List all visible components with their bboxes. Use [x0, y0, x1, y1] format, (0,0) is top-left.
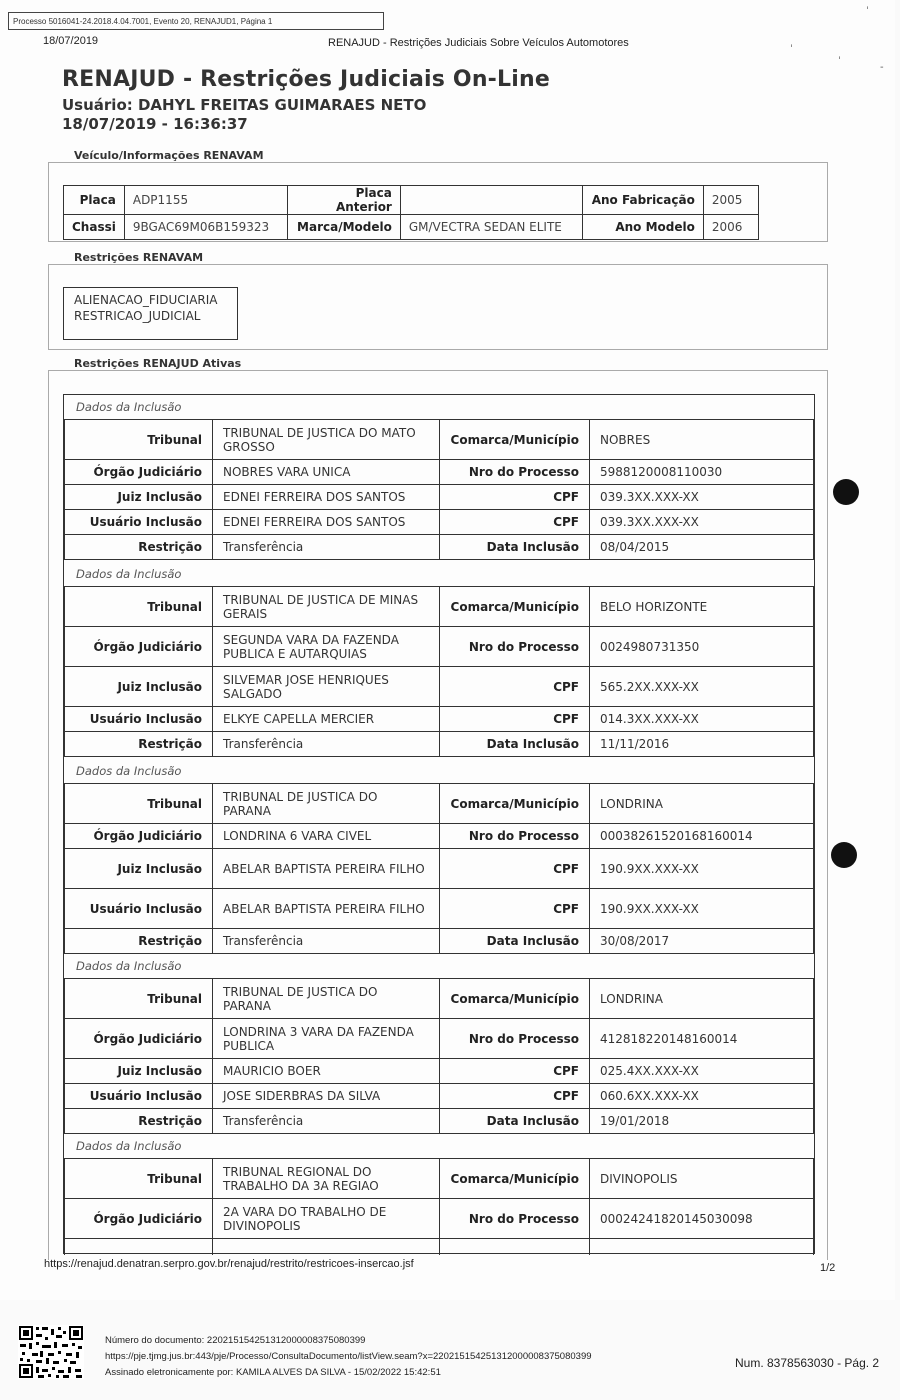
block-title: Dados da Inclusão: [76, 764, 182, 778]
processo-label: Nro do Processo: [440, 627, 590, 667]
orgao-label: Órgão Judiciário: [65, 1019, 213, 1059]
processo-value: 412818220148160014: [590, 1019, 814, 1059]
restriction-record: [64, 783, 814, 954]
cpf-value: 014.3XX.XXX-XX: [590, 707, 814, 732]
usuario-label: Usuário Inclusão: [65, 889, 213, 929]
comarca-value: LONDRINA: [590, 784, 814, 824]
usuario-label: Usuário Inclusão: [65, 707, 213, 732]
cpf-value: 039.3XX.XXX-XX: [590, 510, 814, 535]
block-title: Dados da Inclusão: [76, 1139, 182, 1153]
juiz-label: Juiz Inclusão: [65, 485, 213, 510]
cpf-label: CPF: [440, 1059, 590, 1084]
processo-label: Nro do Processo: [440, 824, 590, 849]
placa-value: ADP1155: [124, 186, 287, 215]
orgao-value: LONDRINA 6 VARA CIVEL: [213, 824, 440, 849]
comarca-value: LONDRINA: [590, 979, 814, 1019]
cpf-value: 190.9XX.XXX-XX: [590, 889, 814, 929]
print-title: RENAJUD - Restrições Judiciais Sobre Veículos Automotores: [328, 37, 629, 49]
tribunal-value: TRIBUNAL DE JUSTICA DO PARANA: [213, 979, 440, 1019]
comarca-label: Comarca/Município: [440, 587, 590, 627]
data-value: 30/08/2017: [590, 929, 814, 954]
restricao-value: Transferência: [213, 929, 440, 954]
cpf-label: CPF: [440, 667, 590, 707]
usuario-label: Usuário Inclusão: [65, 510, 213, 535]
orgao-label: Órgão Judiciário: [65, 1199, 213, 1239]
tribunal-value: TRIBUNAL DE JUSTICA DO PARANA: [213, 784, 440, 824]
processo-label: Nro do Processo: [440, 460, 590, 485]
tribunal-label: Tribunal: [65, 1159, 213, 1199]
usuario-value: ELKYE CAPELLA MERCIER: [213, 707, 440, 732]
data-value: 19/01/2018: [590, 1109, 814, 1134]
marca-modelo-value: GM/VECTRA SEDAN ELITE: [400, 215, 582, 240]
restricao-value: Transferência: [213, 1109, 440, 1134]
renavam-restriction: RESTRICAO_JUDICIAL: [74, 309, 201, 323]
scan-mark: ˈ: [866, 6, 869, 17]
document-url: https://pje.tjmg.jus.br:443/pje/Processo/ConsultaDocumento/listView.seam?x=22021515425131200000837508039​9: [105, 1351, 592, 1362]
restriction-record: [64, 586, 814, 757]
cpf-value: 025.4XX.XXX-XX: [590, 1059, 814, 1084]
restriction-record: [64, 1158, 814, 1255]
data-value: 11/11/2016: [590, 732, 814, 757]
data-value: 08/04/2015: [590, 535, 814, 560]
data-label: Data Inclusão: [440, 732, 590, 757]
renajud-legend: Restrições RENAJUD Ativas: [68, 357, 247, 370]
restricao-value: Transferência: [213, 732, 440, 757]
scan-mark: -: [880, 62, 884, 73]
signature-block: [105, 1333, 592, 1381]
footer-url: https://renajud.denatran.serpro.gov.br/renajud/restrito/restricoes-insercao.jsf: [44, 1258, 414, 1270]
cpf-label: CPF: [440, 1084, 590, 1109]
orgao-label: Órgão Judiciário: [65, 627, 213, 667]
processo-value: 0024980731350: [590, 627, 814, 667]
tribunal-label: Tribunal: [65, 420, 213, 460]
cpf-label: CPF: [440, 889, 590, 929]
tribunal-value: TRIBUNAL REGIONAL DO TRABALHO DA 3A REGIAO: [213, 1159, 440, 1199]
punch-hole: [833, 479, 859, 505]
user-line: Usuário: DAHYL FREITAS GUIMARAES NETO: [62, 96, 427, 114]
comarca-value: BELO HORIZONTE: [590, 587, 814, 627]
block-title: Dados da Inclusão: [76, 567, 182, 581]
orgao-value: LONDRINA 3 VARA DA FAZENDA PUBLICA: [213, 1019, 440, 1059]
qr-code: [18, 1325, 84, 1379]
tribunal-label: Tribunal: [65, 784, 213, 824]
renavam-restriction: ALIENACAO_FIDUCIARIA: [74, 293, 218, 307]
processo-label: Nro do Processo: [440, 1019, 590, 1059]
scan-mark: ˈ: [790, 44, 793, 55]
renajud-records: [63, 394, 815, 1254]
marca-modelo-label: Marca/Modelo: [287, 215, 400, 240]
cpf-value: 060.6XX.XXX-XX: [590, 1084, 814, 1109]
cpf-label: CPF: [440, 849, 590, 889]
usuario-value: ABELAR BAPTISTA PEREIRA FILHO: [213, 889, 440, 929]
orgao-label: Órgão Judiciário: [65, 824, 213, 849]
comarca-label: Comarca/Município: [440, 784, 590, 824]
data-label: Data Inclusão: [440, 1109, 590, 1134]
signed-by: Assinado eletronicamente por: KAMILA ALVES DA SILVA - 15/02/2022 15:42:51: [105, 1367, 441, 1378]
tribunal-value: TRIBUNAL DE JUSTICA DE MINAS GERAIS: [213, 587, 440, 627]
juiz-label: Juiz Inclusão: [65, 667, 213, 707]
usuario-value: JOSE SIDERBRAS DA SILVA: [213, 1084, 440, 1109]
chassi-value: 9BGAC69M06B159323: [124, 215, 287, 240]
restricao-label: Restrição: [65, 929, 213, 954]
placa-label: Placa: [64, 186, 125, 215]
chassi-label: Chassi: [64, 215, 125, 240]
cpf-label: CPF: [440, 707, 590, 732]
scan-mark: ˈ: [838, 56, 841, 67]
comarca-label: Comarca/Município: [440, 1159, 590, 1199]
footer-page-number: 1/2: [820, 1262, 836, 1274]
comarca-value: NOBRES: [590, 420, 814, 460]
juiz-value: ABELAR BAPTISTA PEREIRA FILHO: [213, 849, 440, 889]
tribunal-value: TRIBUNAL DE JUSTICA DO MATO GROSSO: [213, 420, 440, 460]
block-title: Dados da Inclusão: [76, 959, 182, 973]
punch-hole: [831, 842, 857, 868]
restricao-label: Restrição: [65, 1109, 213, 1134]
comarca-value: DIVINOPOLIS: [590, 1159, 814, 1199]
processo-value: 00024241820145030098: [590, 1199, 814, 1239]
juiz-value: MAURICIO BOER: [213, 1059, 440, 1084]
cpf-value: 190.9XX.XXX-XX: [590, 849, 814, 889]
placa-anterior-value: [400, 186, 582, 215]
cpf-label: CPF: [440, 510, 590, 535]
restricao-label: Restrição: [65, 535, 213, 560]
juiz-value: EDNEI FERREIRA DOS SANTOS: [213, 485, 440, 510]
orgao-label: Órgão Judiciário: [65, 460, 213, 485]
renavam-restrictions-box: [63, 287, 238, 340]
print-date: 18/07/2019: [43, 35, 99, 47]
datetime-line: 18/07/2019 - 16:36:37: [62, 115, 248, 133]
restriction-record: [64, 419, 814, 560]
comarca-label: Comarca/Município: [440, 420, 590, 460]
juiz-value: SILVEMAR JOSE HENRIQUES SALGADO: [213, 667, 440, 707]
ano-fabricacao-label: Ano Fabricação: [582, 186, 703, 215]
tribunal-label: Tribunal: [65, 979, 213, 1019]
processo-label: Nro do Processo: [440, 1199, 590, 1239]
restricao-label: Restrição: [65, 732, 213, 757]
renavam-legend: Restrições RENAVAM: [68, 251, 209, 264]
usuario-value: EDNEI FERREIRA DOS SANTOS: [213, 510, 440, 535]
restricao-value: Transferência: [213, 535, 440, 560]
page-title: RENAJUD - Restrições Judiciais On-Line: [62, 67, 550, 92]
data-label: Data Inclusão: [440, 535, 590, 560]
tribunal-label: Tribunal: [65, 587, 213, 627]
ano-modelo-label: Ano Modelo: [582, 215, 703, 240]
comarca-label: Comarca/Município: [440, 979, 590, 1019]
cpf-label: CPF: [440, 485, 590, 510]
document-page-number: Num. 8378563030 - Pág. 2: [735, 1356, 880, 1370]
cpf-value: 039.3XX.XXX-XX: [590, 485, 814, 510]
orgao-value: SEGUNDA VARA DA FAZENDA PUBLICA E AUTARQUIAS: [213, 627, 440, 667]
data-label: Data Inclusão: [440, 929, 590, 954]
cpf-value: 565.2XX.XXX-XX: [590, 667, 814, 707]
block-title: Dados da Inclusão: [76, 400, 182, 414]
restriction-record: [64, 978, 814, 1134]
juiz-label: Juiz Inclusão: [65, 1059, 213, 1084]
processo-value: 00038261520168160014: [590, 824, 814, 849]
process-reference: Processo 5016041-24.2018.4.04.7001, Evento 20, RENAJUD1, Página 1: [8, 12, 384, 30]
usuario-label: Usuário Inclusão: [65, 1084, 213, 1109]
orgao-value: NOBRES VARA UNICA: [213, 460, 440, 485]
vehicle-table: [63, 185, 759, 240]
document-number: Número do documento: 22021515425131200000837508039​9: [105, 1335, 366, 1346]
ano-modelo-value: 2006: [703, 215, 758, 240]
juiz-label: Juiz Inclusão: [65, 849, 213, 889]
placa-anterior-label: Placa Anterior: [287, 186, 400, 215]
processo-value: 5988120008110030: [590, 460, 814, 485]
vehicle-legend: Veículo/Informações RENAVAM: [68, 149, 270, 162]
ano-fabricacao-value: 2005: [703, 186, 758, 215]
orgao-value: 2A VARA DO TRABALHO DE DIVINOPOLIS: [213, 1199, 440, 1239]
